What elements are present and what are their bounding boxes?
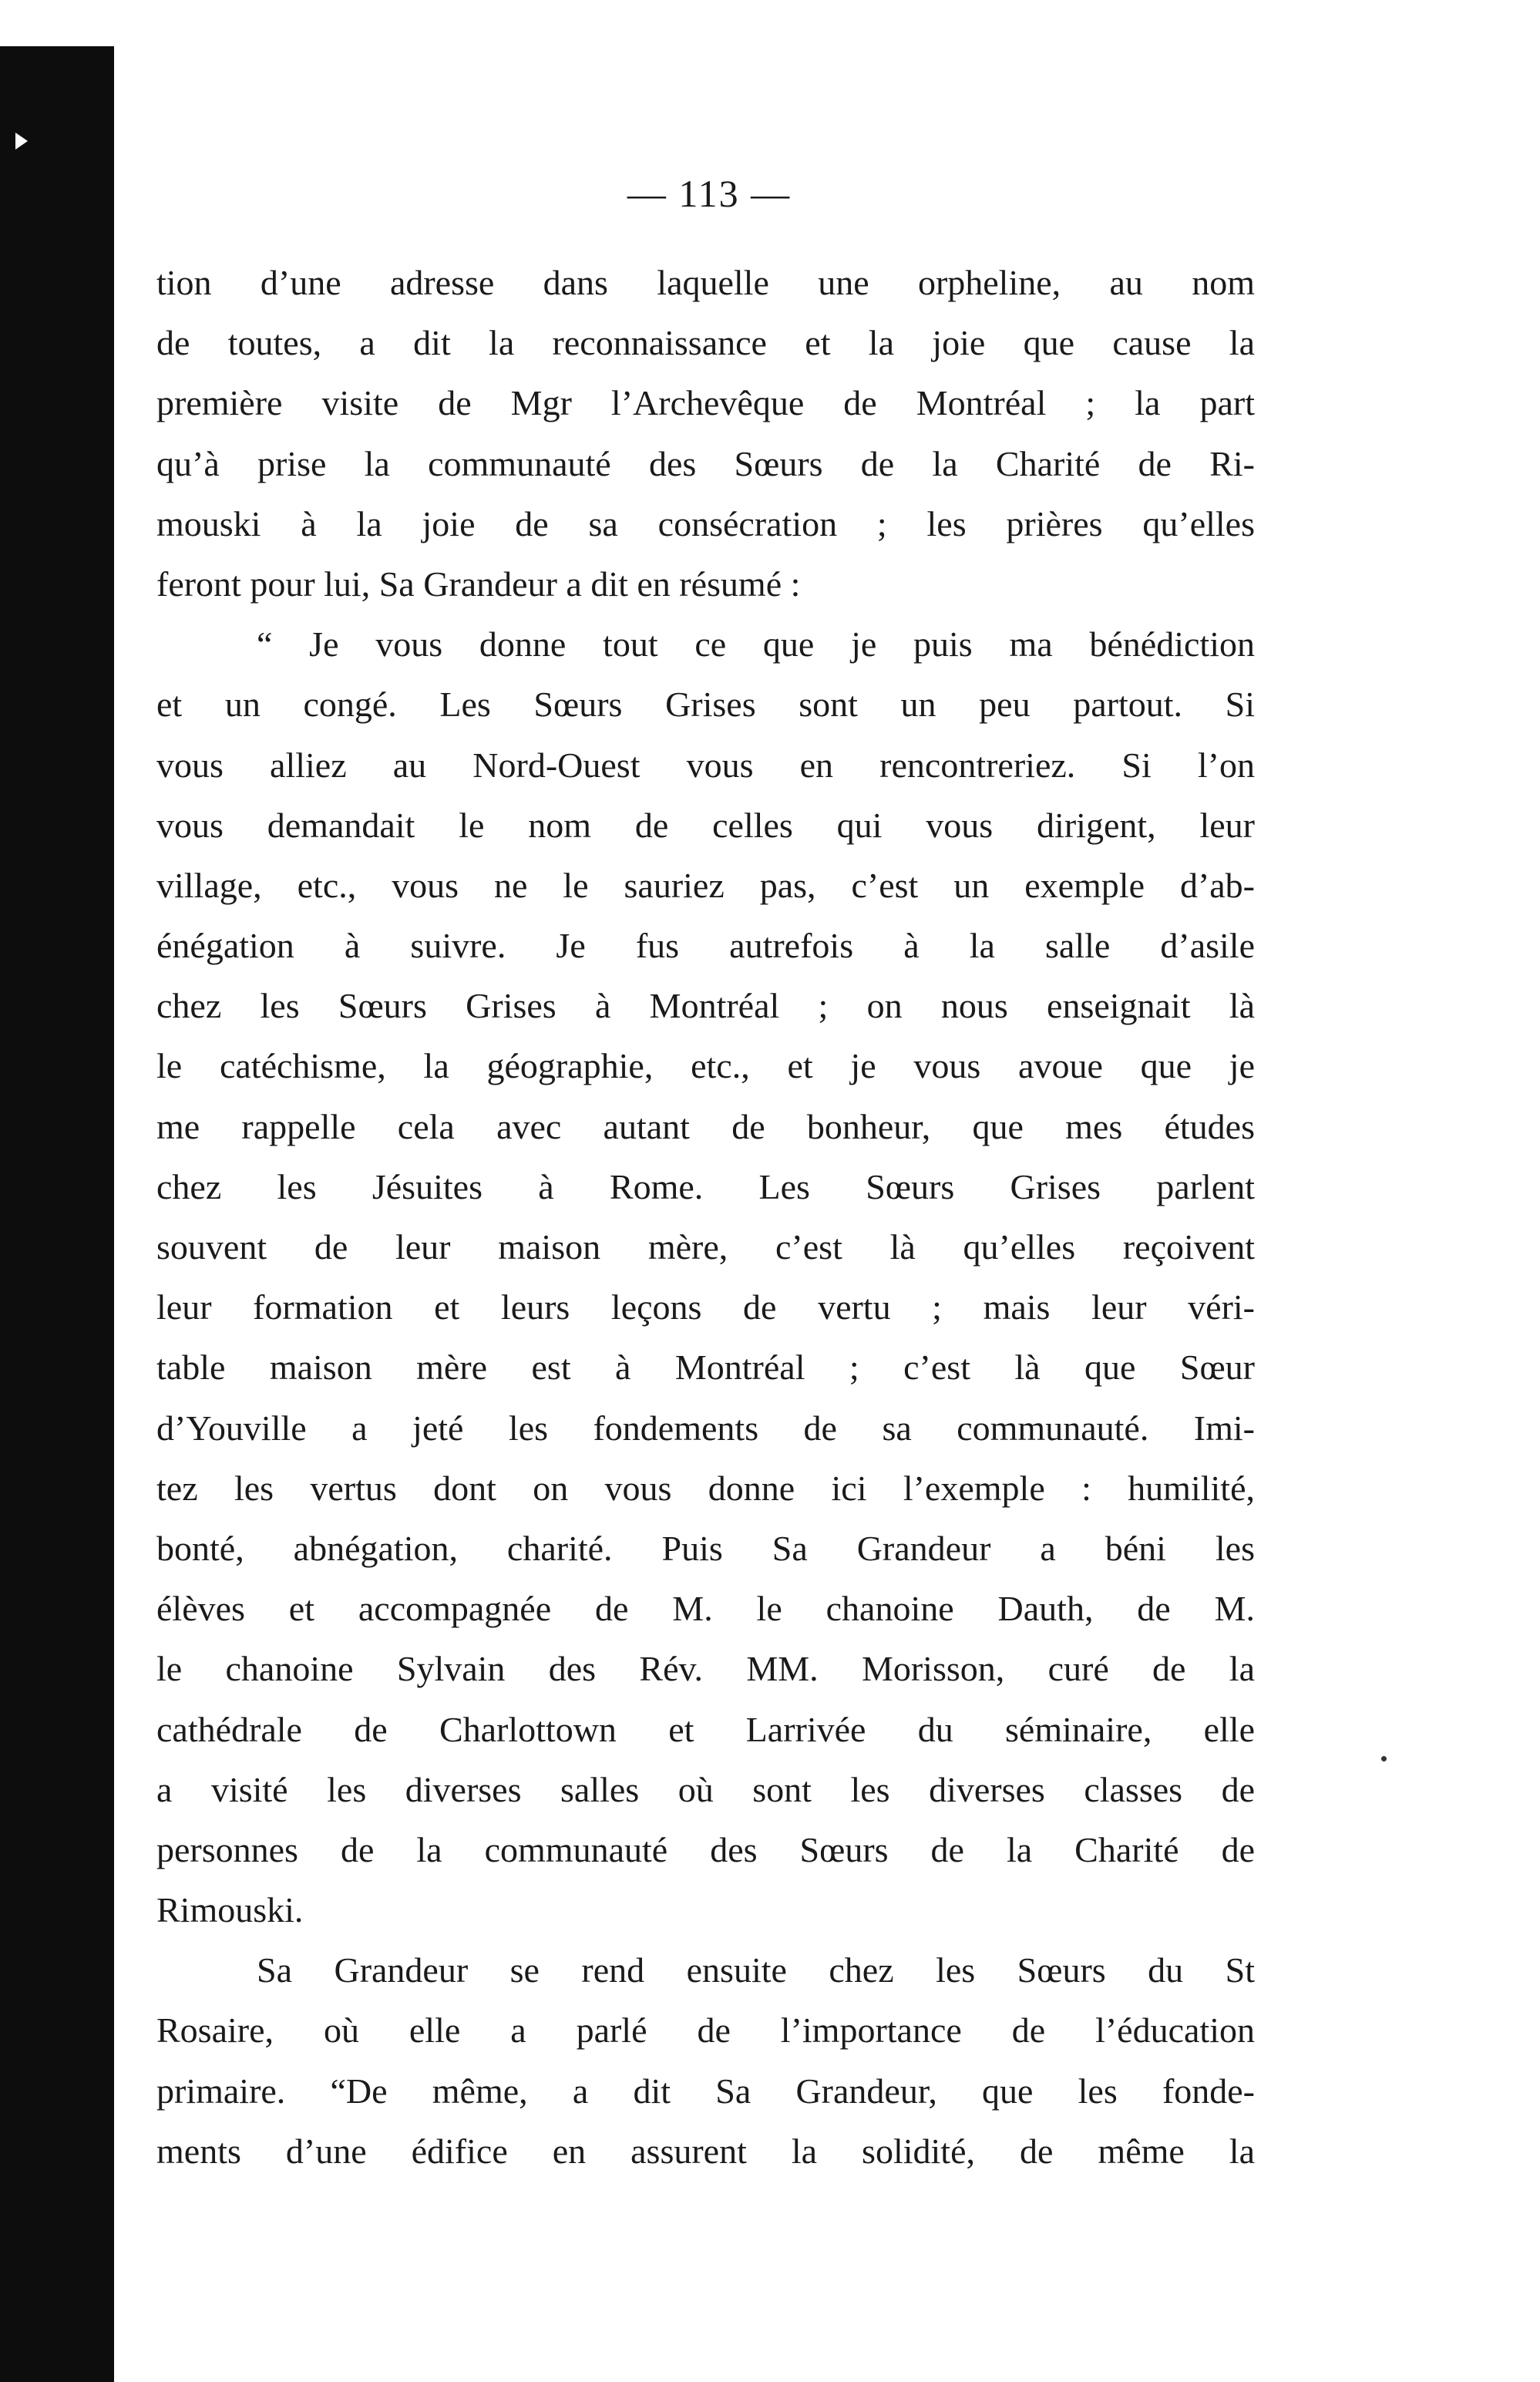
- text-line: tez les vertus dont on vous donne ici l’exemple : humilité,: [156, 1468, 1255, 1508]
- text-line: primaire. “De même, a dit Sa Grandeur, que les fonde-: [156, 2071, 1255, 2111]
- text-line: le chanoine Sylvain des Rév. MM. Morisson, curé de la: [156, 1649, 1255, 1689]
- text-line: vous alliez au Nord-Ouest vous en rencontreriez. Si l’on: [156, 745, 1255, 785]
- text-line: tion d’une adresse dans laquelle une orpheline, au nom: [156, 263, 1255, 302]
- text-line: première visite de Mgr l’Archevêque de Montréal ; la part: [156, 383, 1255, 423]
- text-line: leur formation et leurs leçons de vertu ; mais leur véri-: [156, 1287, 1255, 1327]
- page-body-text: [156, 253, 1255, 2182]
- text-line: Rimouski.: [156, 1890, 304, 1930]
- text-line: de toutes, a dit la reconnaissance et la joie que cause la: [156, 323, 1255, 363]
- text-line: personnes de la communauté des Sœurs de la Charité de: [156, 1829, 1255, 1869]
- text-line: énégation à suivre. Je fus autrefois à la salle d’asile: [156, 926, 1255, 966]
- text-line: vous demandait le nom de celles qui vous dirigent, leur: [156, 805, 1255, 845]
- page-number: — 113 —: [627, 172, 792, 215]
- text-line: village, etc., vous ne le sauriez pas, c’est un exemple d’ab-: [156, 865, 1255, 905]
- text-line: cathédrale de Charlottown et Larrivée du séminaire, elle: [156, 1709, 1255, 1749]
- page-binding-edge: [0, 46, 114, 2382]
- text-line: me rappelle cela avec autant de bonheur, que mes études: [156, 1106, 1255, 1146]
- text-line: mouski à la joie de sa consécration ; les prières qu’elles: [156, 503, 1255, 543]
- text-line: bonté, abnégation, charité. Puis Sa Grandeur a béni les: [156, 1528, 1255, 1568]
- text-line: ments d’une édifice en assurent la solidité, de même la: [156, 2131, 1255, 2171]
- text-line: souvent de leur maison mère, c’est là qu’elles reçoivent: [156, 1227, 1255, 1267]
- text-line: le catéchisme, la géographie, etc., et je vous avoue que je: [156, 1046, 1255, 1086]
- text-line: a visité les diverses salles où sont les diverses classes de: [156, 1769, 1255, 1809]
- text-line: et un congé. Les Sœurs Grises sont un peu partout. Si: [156, 685, 1255, 725]
- text-line: table maison mère est à Montréal ; c’est là que Sœur: [156, 1347, 1255, 1388]
- scan-speck: [1381, 1756, 1387, 1761]
- text-line: Rosaire, où elle a parlé de l’importance de l’éducation: [156, 2010, 1255, 2051]
- binding-arrow-icon: [15, 133, 28, 150]
- text-line: qu’à prise la communauté des Sœurs de la Charité de Ri-: [156, 443, 1255, 483]
- text-line: d’Youville a jeté les fondements de sa communauté. Imi-: [156, 1408, 1255, 1448]
- text-line: “ Je vous donne tout ce que je puis ma bénédiction: [257, 624, 1255, 664]
- text-line: Sa Grandeur se rend ensuite chez les Sœurs du St: [257, 1950, 1255, 1990]
- text-line: chez les Sœurs Grises à Montréal ; on nous enseignait là: [156, 986, 1255, 1026]
- text-line: chez les Jésuites à Rome. Les Sœurs Grises parlent: [156, 1166, 1255, 1206]
- text-line: feront pour lui, Sa Grandeur a dit en résumé :: [156, 564, 801, 604]
- text-line: élèves et accompagnée de M. le chanoine Dauth, de M.: [156, 1589, 1255, 1629]
